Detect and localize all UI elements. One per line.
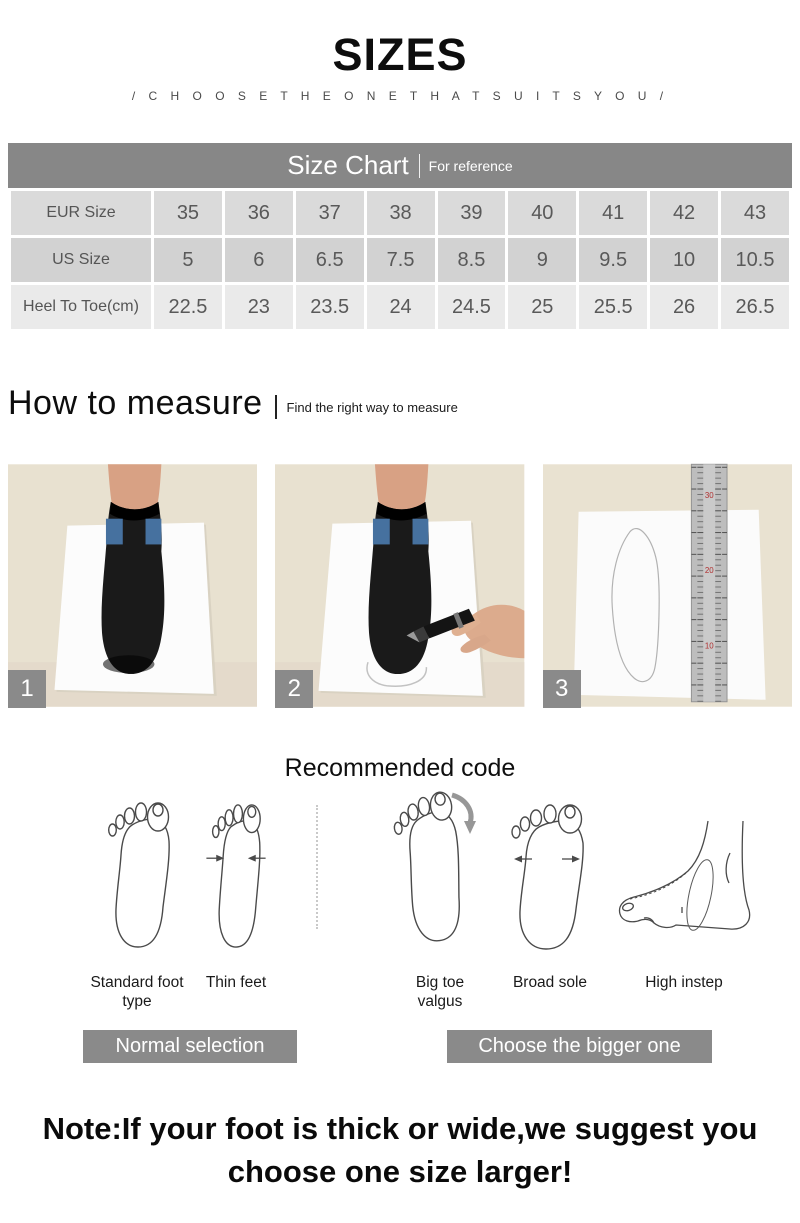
big-toe-valgus-diagram xyxy=(392,791,482,949)
size-cell: 37 xyxy=(296,191,364,235)
size-cell: 35 xyxy=(154,191,222,235)
size-row-label: EUR Size xyxy=(11,191,151,235)
size-cell: 5 xyxy=(154,238,222,282)
size-chart-section xyxy=(8,143,792,332)
size-chart-header xyxy=(8,143,792,188)
size-chart-reference: For reference xyxy=(428,157,513,174)
broad-sole-diagram xyxy=(502,799,590,951)
size-chart-table xyxy=(8,188,792,332)
foot-type-label: Standard foot type xyxy=(90,974,184,1011)
hero-section xyxy=(0,0,800,103)
size-cell: 6 xyxy=(225,238,293,282)
ruler-mark-10: 10 xyxy=(704,641,714,651)
size-row-label: US Size xyxy=(11,238,151,282)
how-to-measure-section xyxy=(8,384,792,423)
measure-steps-photos xyxy=(8,463,792,708)
paper-sheet xyxy=(573,510,765,700)
divider-line xyxy=(275,395,277,419)
instep-dotted-line xyxy=(630,873,686,899)
standard-foot-diagram xyxy=(100,797,176,949)
toenail xyxy=(153,804,163,816)
girth-ellipse xyxy=(682,857,718,932)
size-cell: 10 xyxy=(650,238,718,282)
how-to-measure-title: How to measure xyxy=(8,384,263,422)
size-cell: 38 xyxy=(367,191,435,235)
page-subtitle: / C H O O S E T H E O N E T H A T S U I T S Y O U / xyxy=(131,89,669,103)
size-cell: 23.5 xyxy=(296,285,364,329)
size-note xyxy=(0,1107,800,1194)
size-cell: 23 xyxy=(225,285,293,329)
table-row xyxy=(11,191,789,235)
foot-type-diagrams xyxy=(0,791,800,1013)
step-number-badge: 1 xyxy=(8,670,46,708)
size-cell: 43 xyxy=(721,191,789,235)
toenail xyxy=(565,806,575,818)
divider-line xyxy=(419,154,420,178)
size-cell: 24 xyxy=(367,285,435,329)
foot-type-label: Broad sole xyxy=(512,974,588,991)
sock-label-left xyxy=(106,519,123,545)
page-title: SIZES xyxy=(332,29,468,80)
leg xyxy=(108,464,161,511)
size-cell: 10.5 xyxy=(721,238,789,282)
size-cell: 39 xyxy=(438,191,506,235)
choose-bigger-label: Choose the bigger one xyxy=(447,1030,712,1063)
foot-type-label: High instep xyxy=(645,974,723,991)
size-cell: 25 xyxy=(508,285,576,329)
size-chart-title: Size Chart xyxy=(287,150,409,180)
how-to-measure-subtitle: Find the right way to measure xyxy=(286,400,458,415)
toenail xyxy=(248,806,256,817)
foot-type-label: Thin feet xyxy=(205,974,267,991)
ankle-line xyxy=(726,853,730,883)
table-row xyxy=(11,238,789,282)
measure-step-photo-1 xyxy=(8,463,257,708)
size-cell: 9 xyxy=(508,238,576,282)
foot-side-outline xyxy=(620,821,750,929)
size-cell: 40 xyxy=(508,191,576,235)
sock-label-left xyxy=(373,519,390,545)
step-number-badge: 3 xyxy=(543,670,581,708)
ruler-mark-30: 30 xyxy=(704,490,714,500)
sock-label-right xyxy=(146,519,162,545)
size-cell: 41 xyxy=(579,191,647,235)
toenail xyxy=(622,902,635,912)
size-cell: 22.5 xyxy=(154,285,222,329)
size-cell: 36 xyxy=(225,191,293,235)
size-cell: 42 xyxy=(650,191,718,235)
size-cell: 24.5 xyxy=(438,285,506,329)
high-instep-diagram xyxy=(612,819,772,937)
dotted-divider xyxy=(316,805,318,929)
size-cell: 25.5 xyxy=(579,285,647,329)
normal-selection-label: Normal selection xyxy=(83,1030,297,1063)
measure-step-photo-2 xyxy=(275,463,524,708)
step-number-badge: 2 xyxy=(275,670,313,708)
recommendation-bars xyxy=(0,1030,800,1063)
size-cell: 26.5 xyxy=(721,285,789,329)
size-row-label: Heel To Toe(cm) xyxy=(11,285,151,329)
note-line-2: choose one size larger! xyxy=(227,1154,573,1190)
thin-feet-diagram xyxy=(198,799,274,949)
size-cell: 9.5 xyxy=(579,238,647,282)
recommended-code-title: Recommended code xyxy=(284,754,516,782)
ruler-illustration xyxy=(691,464,727,701)
measure-step-photo-3 xyxy=(543,463,792,708)
size-cell: 8.5 xyxy=(438,238,506,282)
size-cell: 26 xyxy=(650,285,718,329)
ruler-mark-20: 20 xyxy=(704,566,714,576)
table-row xyxy=(11,285,789,329)
leg xyxy=(375,464,428,511)
size-cell: 6.5 xyxy=(296,238,364,282)
sock-label-right xyxy=(413,519,429,545)
size-cell: 7.5 xyxy=(367,238,435,282)
foot-type-label: Big toe valgus xyxy=(415,974,465,1011)
note-line-1: Note:If your foot is thick or wide,we suggest you xyxy=(42,1111,758,1146)
